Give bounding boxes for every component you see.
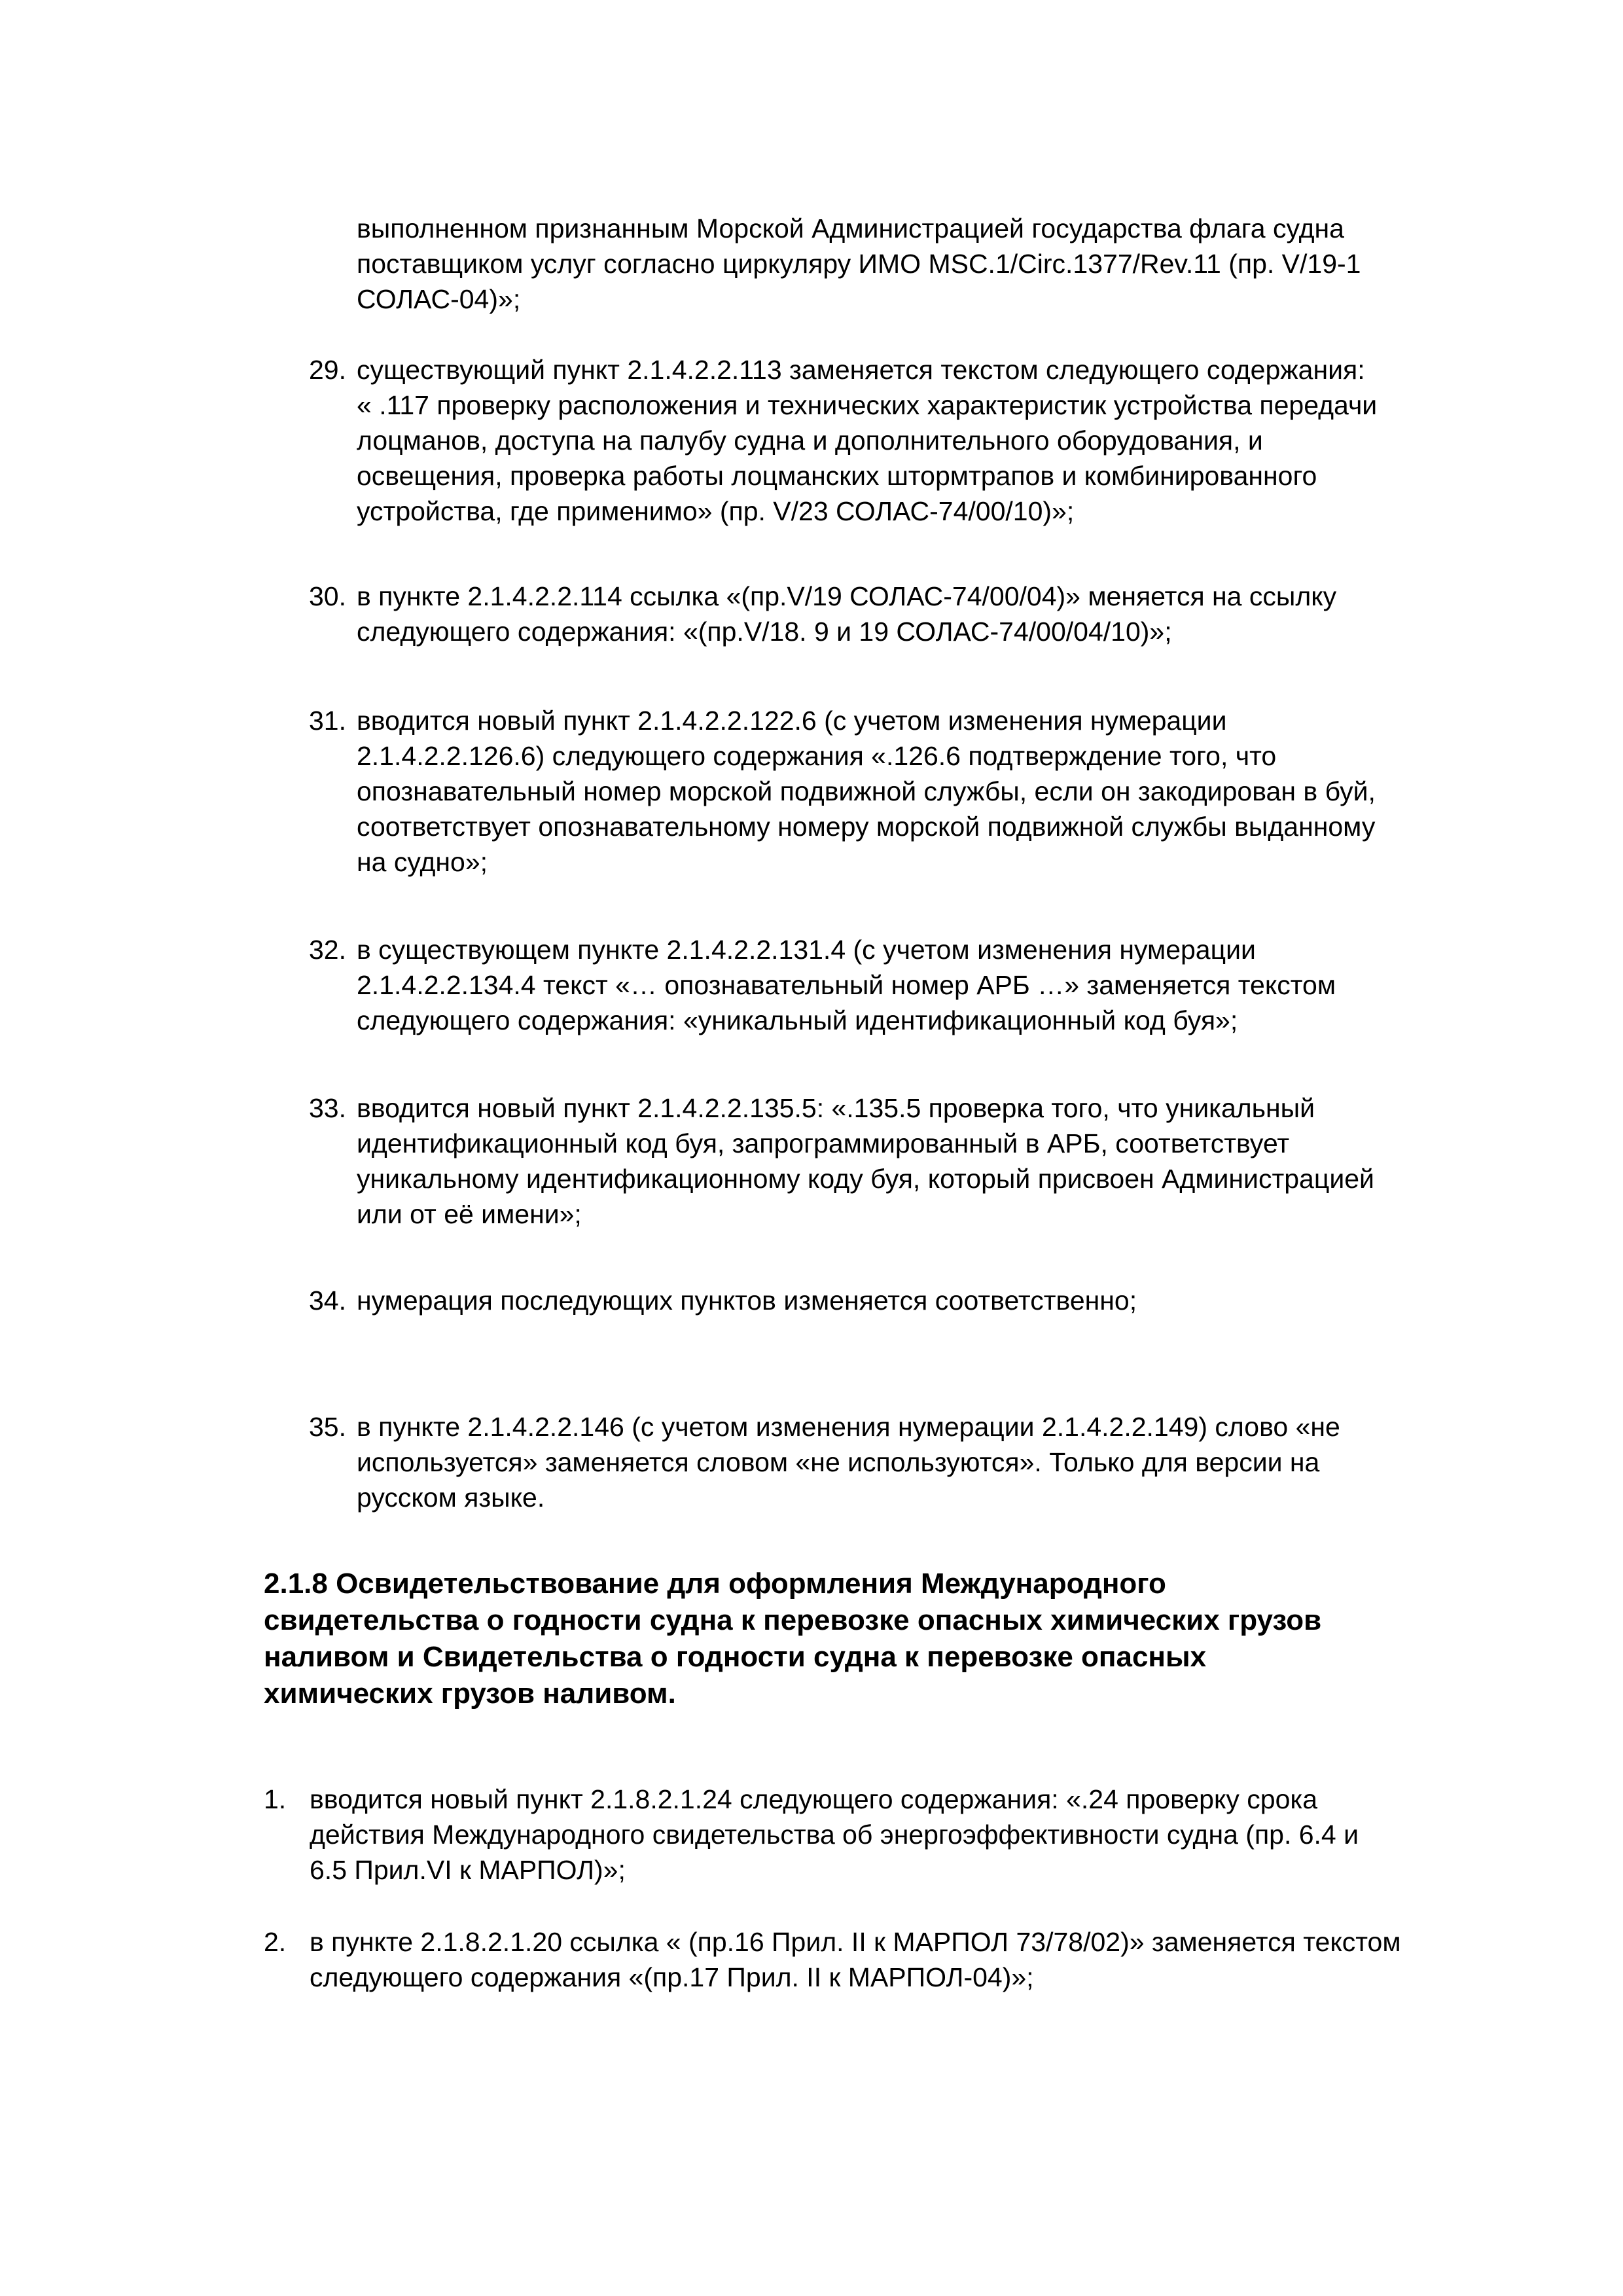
list-item-number: 1. xyxy=(264,1784,287,1814)
list-item-number: 32. xyxy=(309,935,346,965)
list-item-text xyxy=(310,1924,1474,1995)
text-line: вводится новый пункт 2.1.4.2.2.135.5: «.135.5 проверка того, что уникальный xyxy=(357,1093,1315,1123)
text-line: следующего содержания: «уникальный идентификационный код буя»; xyxy=(357,1005,1238,1035)
heading-line: наливом и Свидетельства о годности судна к перевозке опасных xyxy=(264,1641,1207,1673)
list-item-text xyxy=(357,932,1469,1038)
text-line: вводится новый пункт 2.1.8.2.1.24 следующего содержания: «.24 проверку срока xyxy=(310,1784,1318,1814)
list-item-number: 33. xyxy=(309,1093,346,1123)
text-line: в пункте 2.1.4.2.2.146 (с учетом изменения нумерации 2.1.4.2.2.149) слово «не xyxy=(357,1412,1340,1442)
continuation-paragraph xyxy=(357,211,1482,317)
text-line: нумерация последующих пунктов изменяется соответственно; xyxy=(357,1285,1137,1316)
text-line: 6.5 Прил.VI к МАРПОЛ)»; xyxy=(310,1855,626,1885)
text-line: « .117 проверку расположения и технических характеристик устройства передачи xyxy=(357,390,1378,420)
text-line: идентификационный код буя, запрограммированный в АРБ, соответствует xyxy=(357,1128,1290,1158)
text-line: в пункте 2.1.8.2.1.20 ссылка « (пр.16 Прил. II к МАРПОЛ 73/78/02)» заменяется текстом xyxy=(310,1927,1401,1957)
list-item-text xyxy=(357,1283,1469,1318)
list-item-number: 35. xyxy=(309,1412,346,1442)
text-line: следующего содержания: «(пр.V/18. 9 и 19 СОЛАС-74/00/04/10)»; xyxy=(357,617,1172,647)
text-line: русском языке. xyxy=(357,1482,545,1513)
text-line: вводится новый пункт 2.1.4.2.2.122.6 (с учетом изменения нумерации xyxy=(357,706,1227,736)
list-item-number: 34. xyxy=(309,1285,346,1316)
text-line: соответствует опознавательному номеру морской подвижной службы выданному xyxy=(357,812,1376,842)
text-line: следующего содержания «(пр.17 Прил. II к МАРПОЛ-04)»; xyxy=(310,1962,1034,1992)
text-line: поставщиком услуг согласно циркуляру ИМО MSC.1/Circ.1377/Rev.11 (пр. V/19-1 xyxy=(357,249,1361,279)
text-line: уникальному идентификационному коду буя, который присвоен Администрацией xyxy=(357,1164,1374,1194)
heading-line: 2.1.8 Освидетельствование для оформления Международного xyxy=(264,1568,1166,1600)
text-line: выполненном признанным Морской Администрацией государства флага судна xyxy=(357,213,1344,243)
text-line: 2.1.4.2.2.134.4 текст «… опознавательный номер АРБ …» заменяется текстом xyxy=(357,970,1336,1000)
list-item-text xyxy=(357,703,1469,880)
text-line: устройства, где применимо» (пр. V/23 СОЛАС-74/00/10)»; xyxy=(357,496,1075,526)
section-heading xyxy=(264,1566,1442,1712)
list-item-number: 29. xyxy=(309,355,346,385)
text-line: в существующем пункте 2.1.4.2.2.131.4 (с учетом изменения нумерации xyxy=(357,935,1256,965)
list-item-text xyxy=(357,352,1469,529)
list-item-text xyxy=(357,1409,1469,1515)
text-line: лоцманов, доступа на палубу судна и дополнительного оборудования, и xyxy=(357,425,1263,456)
list-item-number: 31. xyxy=(309,706,346,736)
text-line: действия Международного свидетельства об энергоэффективности судна (пр. 6.4 и xyxy=(310,1820,1359,1850)
list-item-text xyxy=(357,1090,1469,1232)
text-line: в пункте 2.1.4.2.2.114 ссылка «(пр.V/19 СОЛАС-74/00/04)» меняется на ссылку xyxy=(357,581,1337,611)
list-item-text xyxy=(357,579,1469,649)
text-line: опознавательный номер морской подвижной службы, если он закодирован в буй, xyxy=(357,776,1376,806)
text-line: СОЛАС-04)»; xyxy=(357,284,521,314)
text-line: или от её имени»; xyxy=(357,1199,582,1229)
list-item-number: 2. xyxy=(264,1927,287,1957)
heading-line: свидетельства о годности судна к перевозке опасных химических грузов xyxy=(264,1604,1322,1636)
heading-line: химических грузов наливом. xyxy=(264,1677,676,1710)
text-line: освещения, проверка работы лоцманских штормтрапов и комбинированного xyxy=(357,461,1317,491)
text-line: на судно»; xyxy=(357,847,488,877)
list-item-number: 30. xyxy=(309,581,346,611)
list-item-text xyxy=(310,1782,1474,1888)
text-line: существующий пункт 2.1.4.2.2.113 заменяется текстом следующего содержания: xyxy=(357,355,1365,385)
text-line: 2.1.4.2.2.126.6) следующего содержания «.126.6 подтверждение того, что xyxy=(357,741,1277,771)
text-line: используется» заменяется словом «не используются». Только для версии на xyxy=(357,1447,1320,1477)
